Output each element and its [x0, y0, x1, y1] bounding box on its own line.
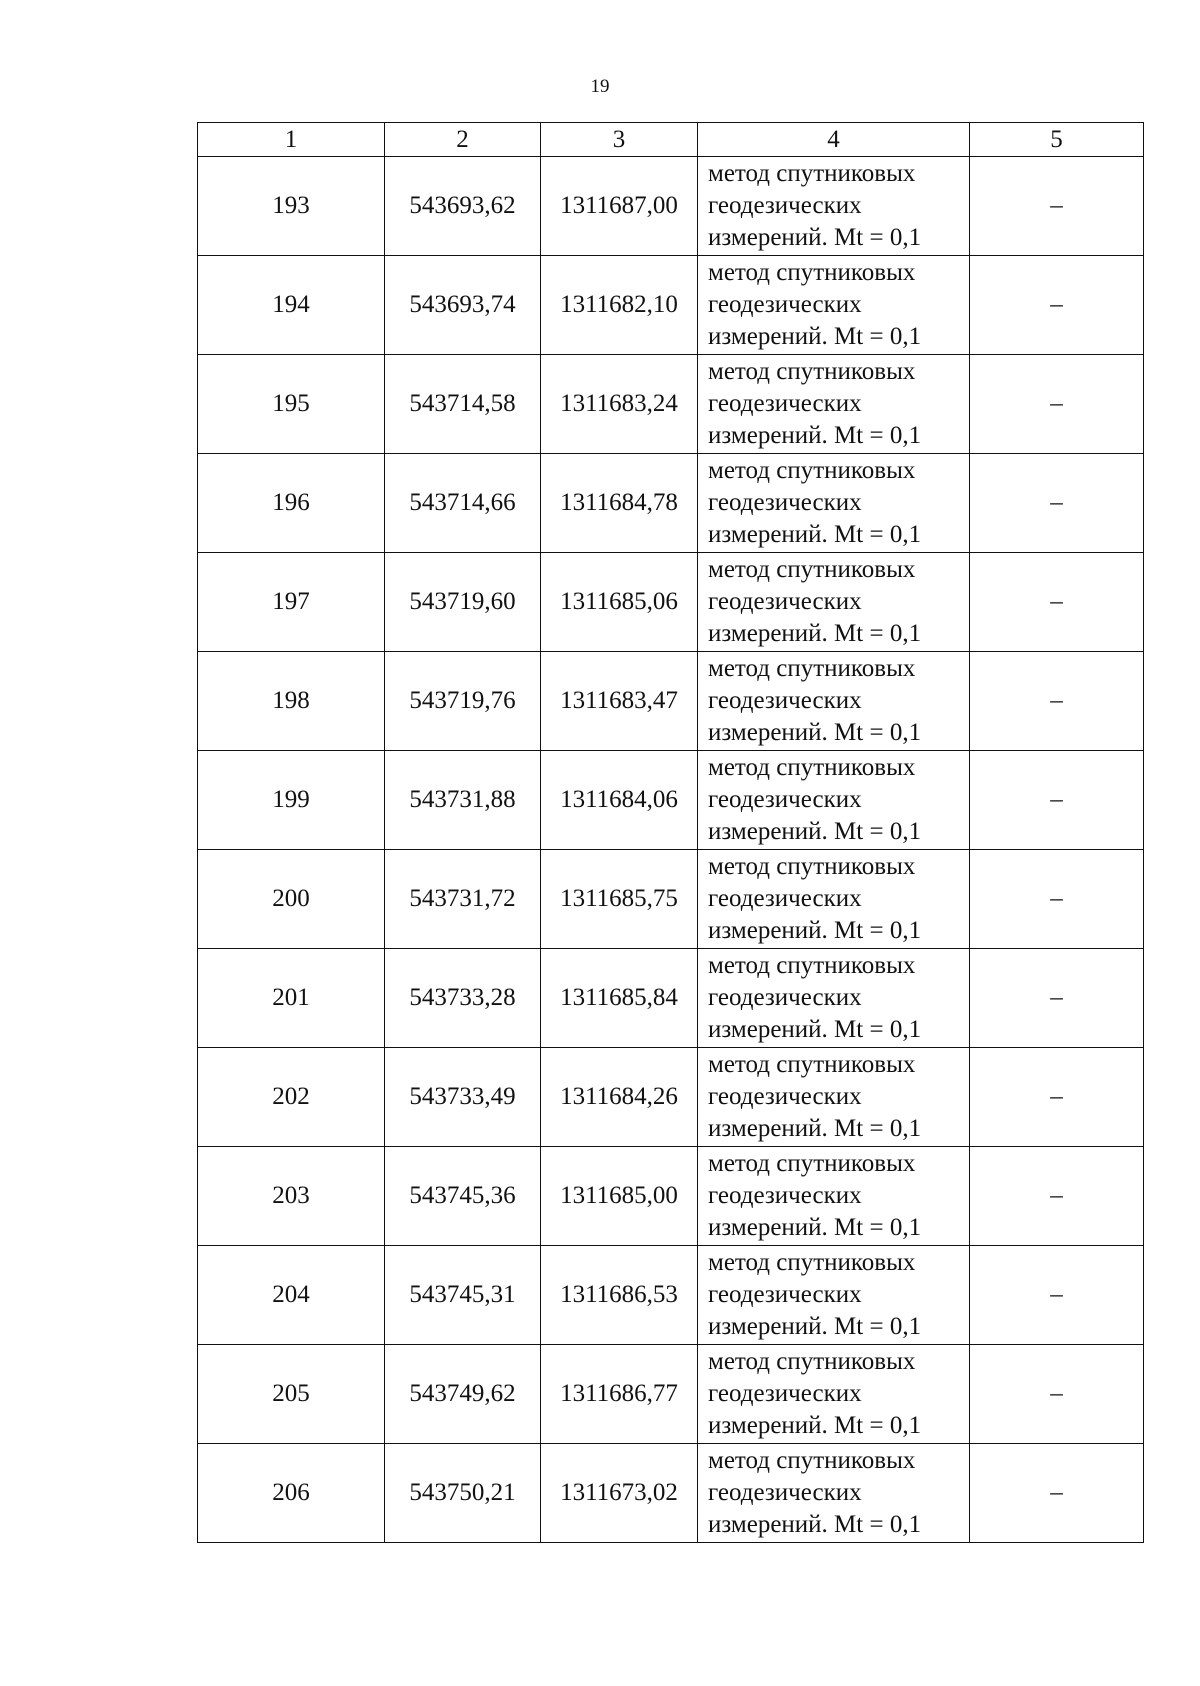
point-number-cell: 200: [198, 850, 385, 949]
method-cell: [698, 1345, 970, 1444]
x-coordinate-cell: 543731,88: [385, 751, 541, 850]
table-row: [198, 454, 1144, 553]
y-coordinate-cell: 1311684,78: [541, 454, 698, 553]
method-line: измерений. Mt = 0,1: [708, 1214, 922, 1241]
method-cell: [698, 751, 970, 850]
note-cell: –: [970, 553, 1144, 652]
header-row: [198, 123, 1144, 157]
y-coordinate-cell: 1311684,26: [541, 1048, 698, 1147]
method-line: геодезических: [708, 786, 862, 813]
method-line: геодезических: [708, 1281, 862, 1308]
header-col-4: 4: [698, 123, 970, 157]
header-col-3: 3: [541, 123, 698, 157]
method-line: измерений. Mt = 0,1: [708, 620, 922, 647]
method-line: метод спутниковых: [708, 1447, 916, 1474]
y-coordinate-cell: 1311683,47: [541, 652, 698, 751]
table-row: [198, 949, 1144, 1048]
method-line: метод спутниковых: [708, 457, 916, 484]
table-row: [198, 157, 1144, 256]
table-row: [198, 355, 1144, 454]
method-line: измерений. Mt = 0,1: [708, 323, 922, 350]
method-line: геодезических: [708, 885, 862, 912]
method-line: измерений. Mt = 0,1: [708, 917, 922, 944]
method-line: метод спутниковых: [708, 952, 916, 979]
x-coordinate-cell: 543745,36: [385, 1147, 541, 1246]
y-coordinate-cell: 1311683,24: [541, 355, 698, 454]
x-coordinate-cell: 543745,31: [385, 1246, 541, 1345]
y-coordinate-cell: 1311673,02: [541, 1444, 698, 1543]
table-row: [198, 751, 1144, 850]
note-cell: –: [970, 1345, 1144, 1444]
x-coordinate-cell: 543733,28: [385, 949, 541, 1048]
point-number-cell: 204: [198, 1246, 385, 1345]
note-cell: –: [970, 355, 1144, 454]
table-row: [198, 1246, 1144, 1345]
method-line: геодезических: [708, 1380, 862, 1407]
table-row: [198, 652, 1144, 751]
point-number-cell: 198: [198, 652, 385, 751]
y-coordinate-cell: 1311685,75: [541, 850, 698, 949]
method-cell: [698, 1048, 970, 1147]
x-coordinate-cell: 543693,74: [385, 256, 541, 355]
x-coordinate-cell: 543714,66: [385, 454, 541, 553]
method-line: метод спутниковых: [708, 655, 916, 682]
table-row: [198, 1048, 1144, 1147]
coordinates-table: [197, 122, 1144, 1543]
method-line: измерений. Mt = 0,1: [708, 1016, 922, 1043]
x-coordinate-cell: 543749,62: [385, 1345, 541, 1444]
method-line: метод спутниковых: [708, 853, 916, 880]
method-cell: [698, 850, 970, 949]
method-line: измерений. Mt = 0,1: [708, 1115, 922, 1142]
method-line: метод спутниковых: [708, 259, 916, 286]
note-cell: –: [970, 454, 1144, 553]
y-coordinate-cell: 1311686,53: [541, 1246, 698, 1345]
table-row: [198, 553, 1144, 652]
method-line: метод спутниковых: [708, 358, 916, 385]
y-coordinate-cell: 1311682,10: [541, 256, 698, 355]
note-cell: –: [970, 1048, 1144, 1147]
header-col-2: 2: [385, 123, 541, 157]
note-cell: –: [970, 1147, 1144, 1246]
point-number-cell: 193: [198, 157, 385, 256]
method-cell: [698, 157, 970, 256]
method-cell: [698, 1444, 970, 1543]
y-coordinate-cell: 1311684,06: [541, 751, 698, 850]
point-number-cell: 206: [198, 1444, 385, 1543]
method-line: метод спутниковых: [708, 1051, 916, 1078]
point-number-cell: 201: [198, 949, 385, 1048]
note-cell: –: [970, 256, 1144, 355]
method-line: геодезических: [708, 192, 862, 219]
note-cell: –: [970, 652, 1144, 751]
header-col-5: 5: [970, 123, 1144, 157]
method-line: геодезических: [708, 1083, 862, 1110]
table-row: [198, 256, 1144, 355]
method-line: измерений. Mt = 0,1: [708, 422, 922, 449]
y-coordinate-cell: 1311687,00: [541, 157, 698, 256]
y-coordinate-cell: 1311685,00: [541, 1147, 698, 1246]
method-line: метод спутниковых: [708, 1348, 916, 1375]
page-number: 19: [590, 76, 610, 97]
table-row: [198, 850, 1144, 949]
method-line: геодезических: [708, 687, 862, 714]
method-cell: [698, 652, 970, 751]
point-number-cell: 194: [198, 256, 385, 355]
x-coordinate-cell: 543719,60: [385, 553, 541, 652]
method-line: геодезических: [708, 291, 862, 318]
table-row: [198, 1345, 1144, 1444]
x-coordinate-cell: 543719,76: [385, 652, 541, 751]
y-coordinate-cell: 1311686,77: [541, 1345, 698, 1444]
method-line: метод спутниковых: [708, 160, 916, 187]
y-coordinate-cell: 1311685,06: [541, 553, 698, 652]
method-line: измерений. Mt = 0,1: [708, 719, 922, 746]
y-coordinate-cell: 1311685,84: [541, 949, 698, 1048]
x-coordinate-cell: 543714,58: [385, 355, 541, 454]
method-cell: [698, 454, 970, 553]
table-row: [198, 1444, 1144, 1543]
x-coordinate-cell: 543731,72: [385, 850, 541, 949]
method-line: метод спутниковых: [708, 556, 916, 583]
method-line: измерений. Mt = 0,1: [708, 224, 922, 251]
method-line: метод спутниковых: [708, 754, 916, 781]
table-header: [198, 123, 1144, 157]
point-number-cell: 197: [198, 553, 385, 652]
method-line: геодезических: [708, 390, 862, 417]
note-cell: –: [970, 157, 1144, 256]
header-col-1: 1: [198, 123, 385, 157]
point-number-cell: 195: [198, 355, 385, 454]
method-cell: [698, 256, 970, 355]
note-cell: –: [970, 1246, 1144, 1345]
method-cell: [698, 1246, 970, 1345]
method-cell: [698, 1147, 970, 1246]
method-line: измерений. Mt = 0,1: [708, 1412, 922, 1439]
x-coordinate-cell: 543693,62: [385, 157, 541, 256]
point-number-cell: 205: [198, 1345, 385, 1444]
x-coordinate-cell: 543750,21: [385, 1444, 541, 1543]
table-body: [198, 157, 1144, 1543]
method-line: геодезических: [708, 1479, 862, 1506]
method-line: метод спутниковых: [708, 1249, 916, 1276]
note-cell: –: [970, 850, 1144, 949]
method-line: измерений. Mt = 0,1: [708, 521, 922, 548]
method-line: измерений. Mt = 0,1: [708, 818, 922, 845]
x-coordinate-cell: 543733,49: [385, 1048, 541, 1147]
table-row: [198, 1147, 1144, 1246]
method-line: геодезических: [708, 489, 862, 516]
method-line: геодезических: [708, 984, 862, 1011]
method-line: геодезических: [708, 588, 862, 615]
method-line: измерений. Mt = 0,1: [708, 1511, 922, 1538]
point-number-cell: 202: [198, 1048, 385, 1147]
method-cell: [698, 949, 970, 1048]
note-cell: –: [970, 751, 1144, 850]
method-cell: [698, 553, 970, 652]
note-cell: –: [970, 949, 1144, 1048]
method-line: метод спутниковых: [708, 1150, 916, 1177]
method-line: геодезических: [708, 1182, 862, 1209]
point-number-cell: 199: [198, 751, 385, 850]
point-number-cell: 196: [198, 454, 385, 553]
point-number-cell: 203: [198, 1147, 385, 1246]
method-line: измерений. Mt = 0,1: [708, 1313, 922, 1340]
note-cell: –: [970, 1444, 1144, 1543]
method-cell: [698, 355, 970, 454]
